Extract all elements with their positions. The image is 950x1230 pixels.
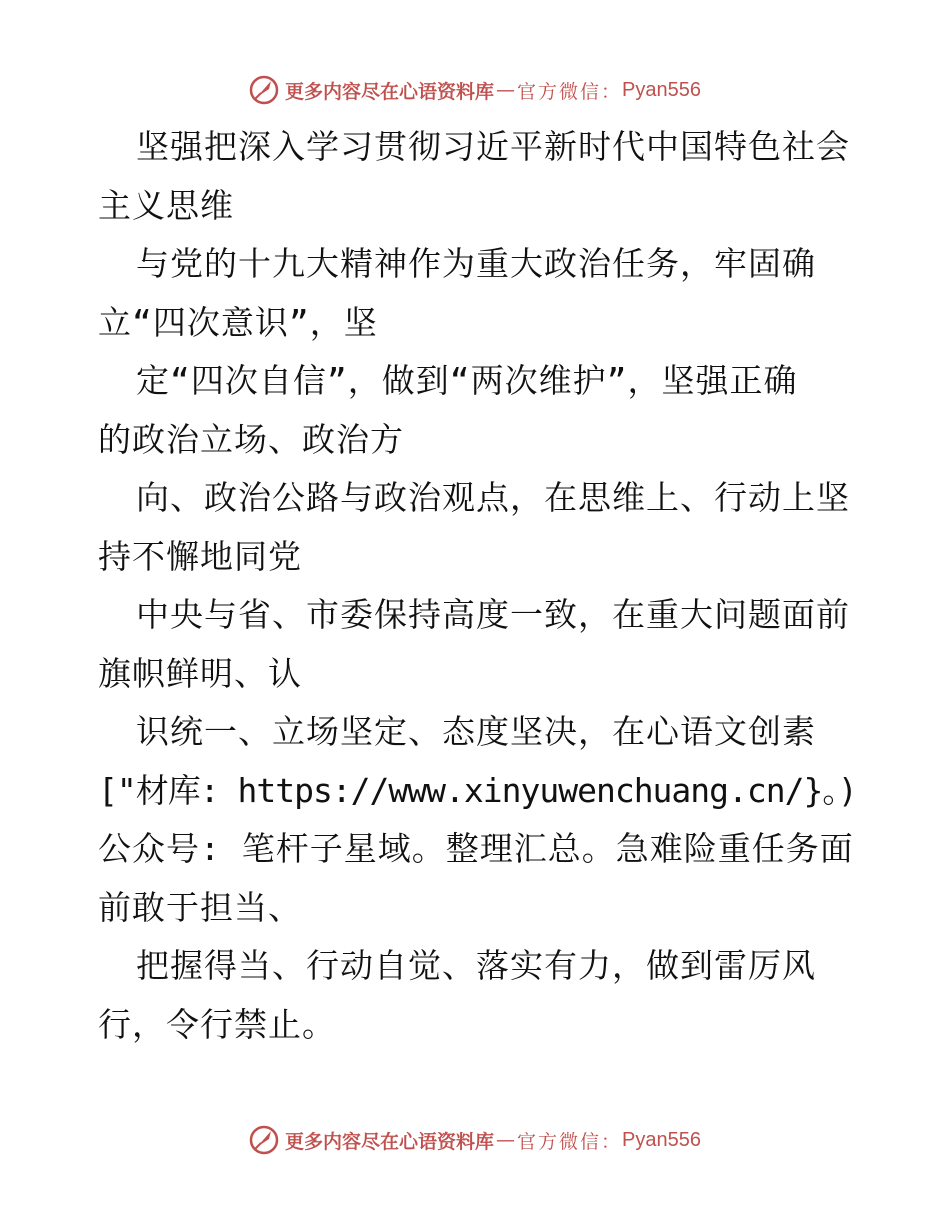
text-line: 立“四次意识”，坚 <box>98 302 378 342</box>
footer-site-text: 更多内容尽在心语资料库 <box>285 1130 495 1153</box>
text-line: 持不懈地同党 <box>98 536 302 576</box>
text-line: 前敢于担当、 <box>98 887 302 927</box>
footer-wechat-id: Pyan556 <box>622 1128 701 1151</box>
text-line: 旗帜鲜明、认 <box>98 653 302 693</box>
header-wechat-id: Pyan556 <box>622 78 701 101</box>
text-line: 主义思维 <box>98 185 234 225</box>
header-wechat-label: 官方微信： <box>517 80 623 103</box>
header-site-text: 更多内容尽在心语资料库 <box>285 80 495 103</box>
text-line: 把握得当、行动自觉、落实有力，做到雷厉风 <box>136 946 816 985</box>
header-banner <box>0 70 950 110</box>
quill-logo-icon <box>249 75 279 105</box>
footer-banner <box>0 1120 950 1160</box>
quill-logo-icon <box>249 1125 279 1155</box>
text-line-url: ["材库: https://www.xinyuwenchuang.cn/}。) <box>98 770 857 810</box>
text-line: 的政治立场、政治方 <box>98 419 404 459</box>
text-line: 定“四次自信”，做到“两次维护”，坚强正确 <box>136 361 798 400</box>
text-line: 行，令行禁止。 <box>98 1004 336 1044</box>
footer-dash: — <box>496 1129 516 1151</box>
text-line: 公众号: 笔杆子星域。整理汇总。急难险重任务面 <box>98 829 854 868</box>
footer-wechat-label: 官方微信： <box>517 1130 623 1153</box>
text-line: 识统一、立场坚定、态度坚决，在心语文创素 <box>136 712 816 751</box>
document-body <box>98 118 858 1054</box>
header-dash: — <box>496 79 516 101</box>
text-line: 中央与省、市委保持高度一致，在重大问题面前 <box>136 595 850 634</box>
text-line: 与党的十九大精神作为重大政治任务，牢固确 <box>136 244 816 283</box>
text-line: 坚强把深入学习贯彻习近平新时代中国特色社会 <box>136 127 850 166</box>
text-line: 向、政治公路与政治观点，在思维上、行动上坚 <box>136 478 850 517</box>
